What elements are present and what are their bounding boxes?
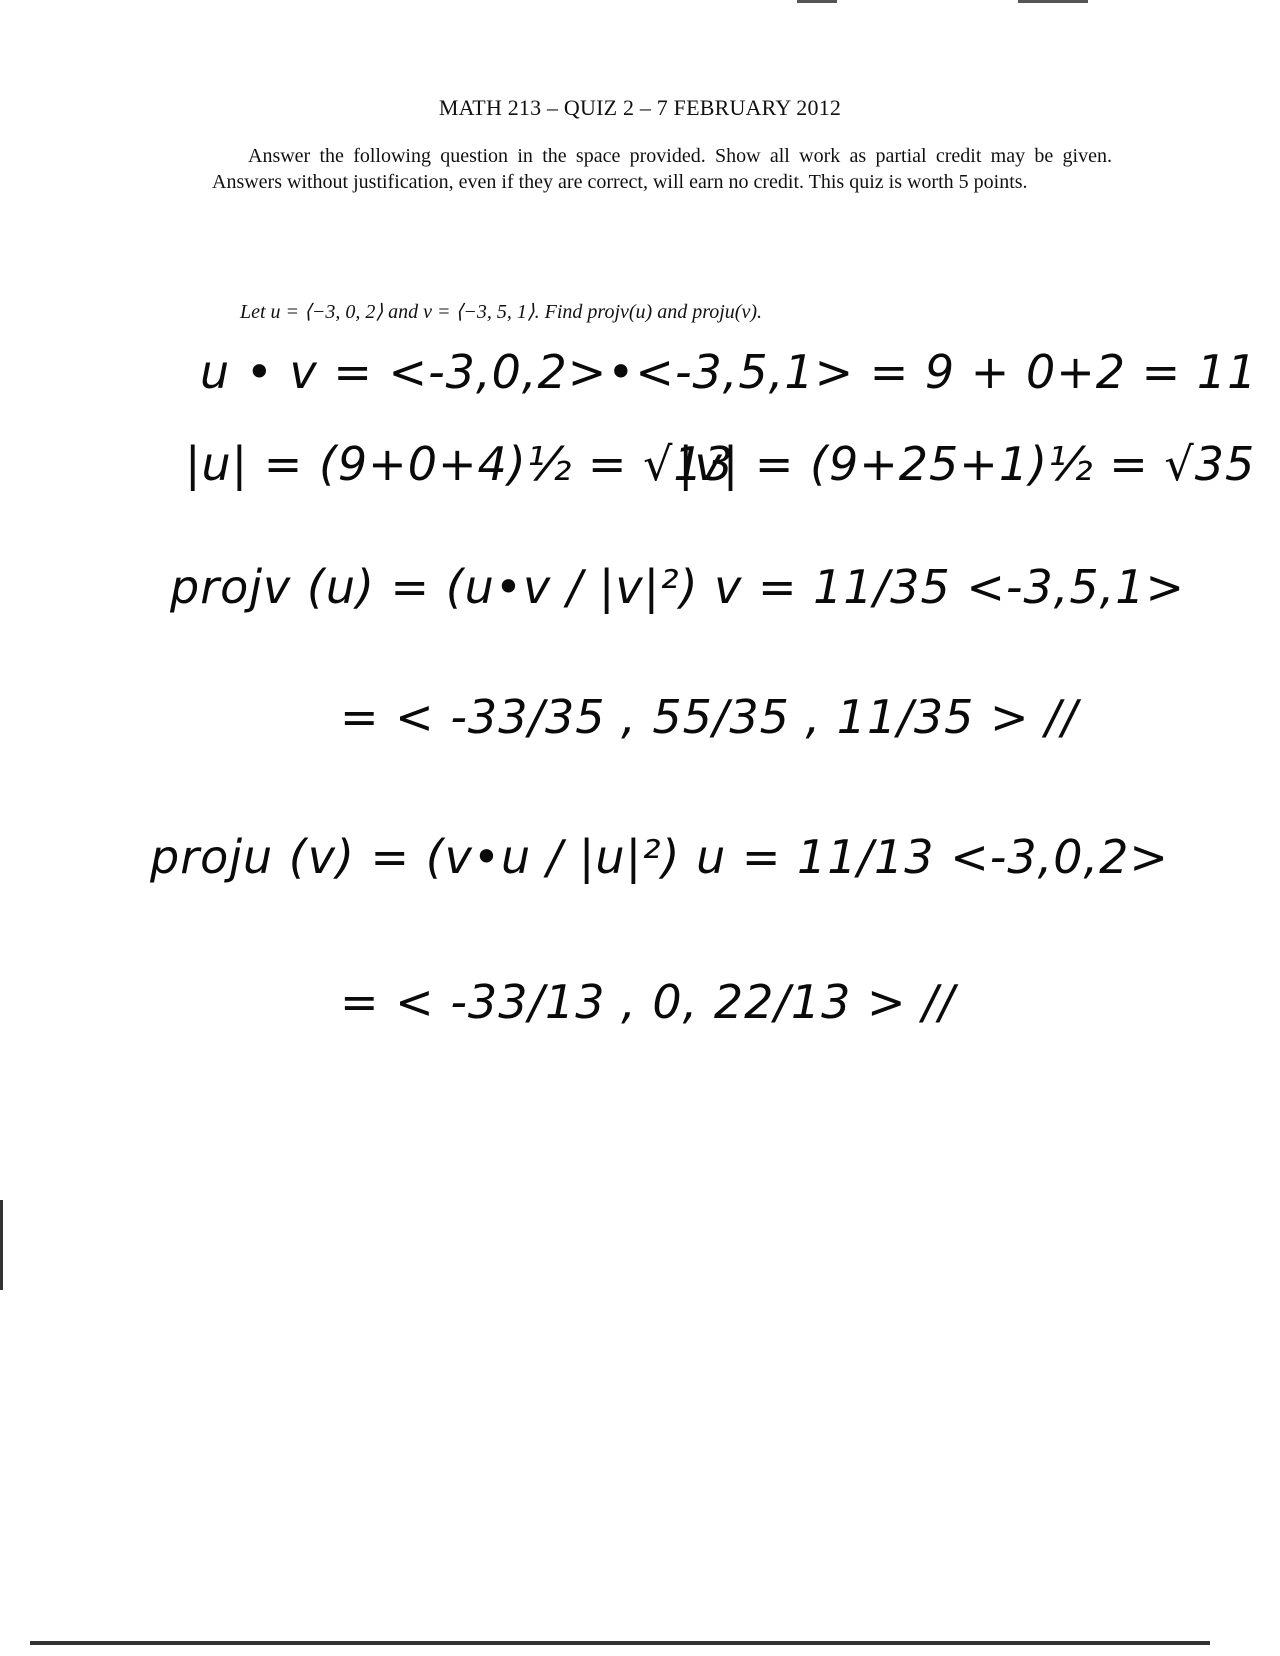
work-dot-product: u • v = <-3,0,2>•<-3,5,1> = 9 + 0+2 = 11 [200,345,1258,399]
work-proj-u-v: proju (v) = (v•u / |u|²) u = 11/13 <-3,0,2> [150,830,1169,884]
scan-edge-mark [1018,0,1088,3]
work-proj-v-u: projv (u) = (u•v / |v|²) v = 11/35 <-3,5,1> [170,560,1186,614]
scan-edge-mark [797,0,837,3]
work-proj-u-v-result: = < -33/13 , 0, 22/13 > // [340,975,956,1029]
problem-statement: Let u = ⟨−3, 0, 2⟩ and v = ⟨−3, 5, 1⟩. Find projv(u) and proju(v). [240,301,762,323]
scan-edge-mark [0,1200,3,1290]
page-title: MATH 213 – QUIZ 2 – 7 FEBRUARY 2012 [438,95,842,120]
work-norm-v: |v| = (9+25+1)½ = √35 [678,437,1256,491]
work-proj-v-u-result: = < -33/35 , 55/35 , 11/35 > // [340,690,1079,744]
scan-bottom-edge [30,1641,1210,1645]
work-norm-u: |u| = (9+0+4)½ = √13 [185,437,734,491]
instructions-text: Answer the following question in the space provided. Show all work as partial credit may be given. Answers without justification, even if they are correct, will earn no credit. This quiz is worth 5 points. [212,145,1112,193]
